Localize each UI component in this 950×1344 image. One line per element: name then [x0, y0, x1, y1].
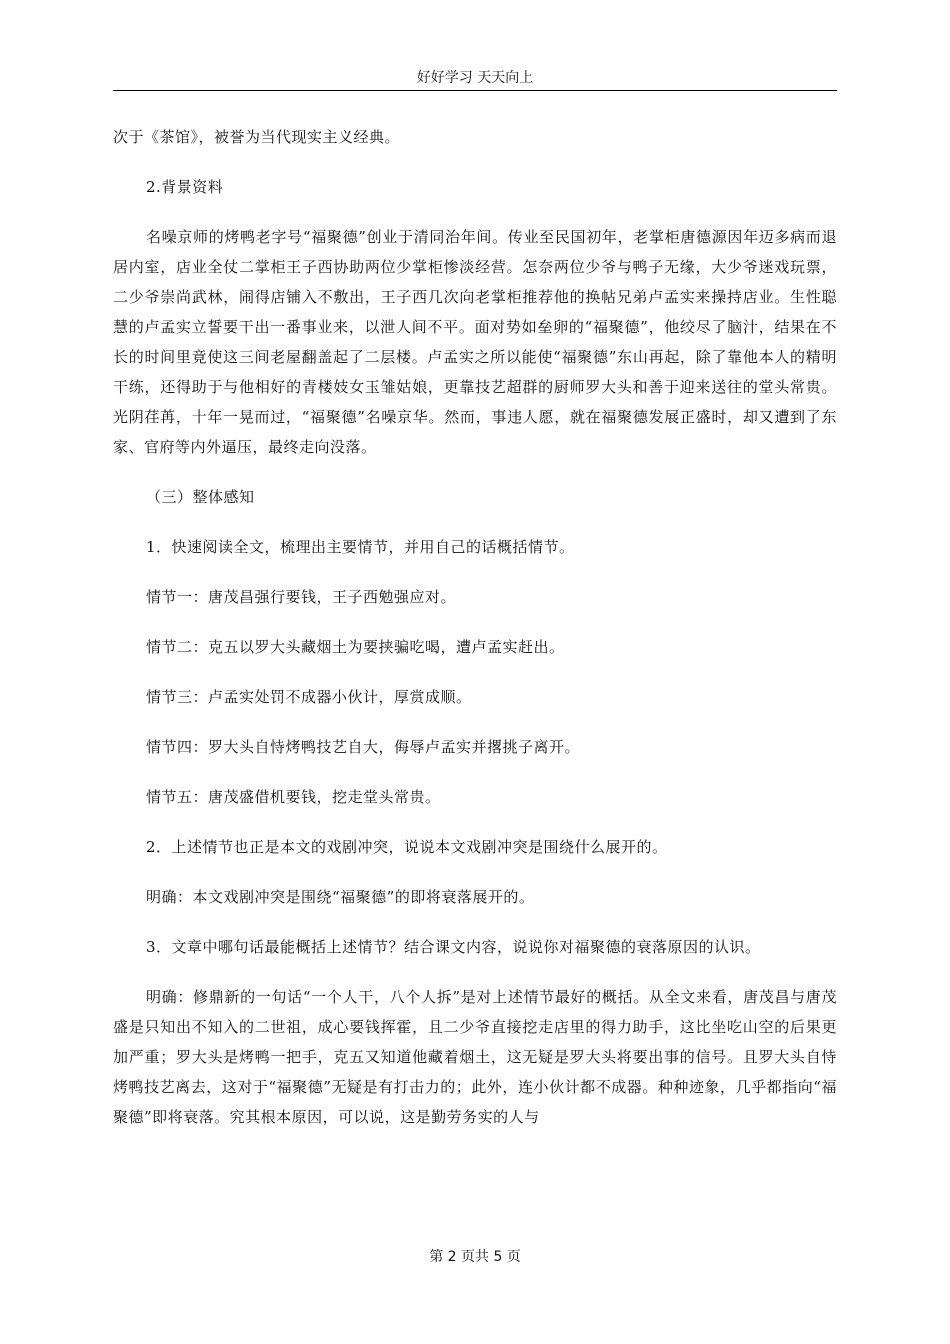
question: 2．上述情节也正是本文的戏剧冲突，说说本文戏剧冲突是围绕什么展开的。	[146, 838, 668, 856]
question: 1．快速阅读全文，梳理出主要情节，并用自己的话概括情节。	[146, 538, 575, 556]
page-footer	[0, 1246, 950, 1266]
page-number: 第 2 页共 5 页	[429, 1249, 521, 1265]
plot-item: 情节四：罗大头自恃烤鸭技艺自大，侮辱卢孟实并撂挑子离开。	[146, 738, 581, 756]
answer: 明确：本文戏剧冲突是围绕“福聚德”的即将衰落展开的。	[146, 888, 535, 906]
document-body	[113, 122, 837, 1152]
answer: 明确：修鼎新的一句话“一个人干，八个人拆”是对上述情节最好的概括。从全文来看，唐茂昌与唐茂盛是只知出不知入的二世祖，成心要钱挥霍，且二少爷直接挖走店里的得力助手，这比坐吃山空的后果更加严重；罗大头是烤鸭一把手，克五又知道他藏着烟土，这无疑是罗大头将要出事的信号。且罗大头自恃烤鸭技艺离去，这对于“福聚德”无疑是有打击力的；此外，连小伙计都不成器。种种迹象，几乎都指向“福聚德”即将衰落。究其根本原因，可以说，这是勤劳务实的人与	[113, 988, 837, 1126]
plot-item: 情节二：克五以罗大头藏烟土为要挟骗吃喝，遭卢孟实赶出。	[146, 638, 565, 656]
question: 3．文章中哪句话最能概括上述情节？结合课文内容，说说你对福聚德的衰落原因的认识。	[146, 938, 761, 956]
paragraph: 名噪京师的烤鸭老字号“福聚德”创业于清同治年间。传业至民国初年，老掌柜唐德源因年迈多病而退居内室，店业全仗二掌柜王子西协助两位少掌柜惨淡经营。怎奈两位少爷与鸭子无缘，大少爷迷戏玩票，二少爷崇尚武林，闹得店铺入不敷出，王子西几次向老掌柜推荐他的换帖兄弟卢孟实来操持店业。生性聪慧的卢孟实立誓要干出一番事业来，以泄人间不平。面对势如垒卵的“福聚德”，他绞尽了脑汁，结果在不长的时间里竟使这三间老屋翻盖起了二层楼。卢孟实之所以能使“福聚德”东山再起，除了靠他本人的精明干练，还得助于与他相好的青楼妓女玉雏姑娘，更靠技艺超群的厨师罗大头和善于迎来送往的堂头常贵。光阴荏苒，十年一晃而过，“福聚德”名噪京华。然而，事违人愿，就在福聚德发展正盛时，却又遭到了东家、官府等内外逼压，最终走向没落。	[113, 228, 837, 456]
plot-item: 情节五：唐茂盛借机要钱，挖走堂头常贵。	[146, 788, 441, 806]
plot-item: 情节一：唐茂昌强行要钱，王子西勉强应对。	[146, 588, 457, 606]
header-text: 好好学习 天天向上	[416, 70, 534, 86]
section-heading: 2.背景资料	[146, 178, 224, 196]
section-heading: （三）整体感知	[146, 488, 255, 506]
paragraph: 次于《茶馆》，被誉为当代现实主义经典。	[113, 128, 401, 146]
page-header	[113, 66, 837, 91]
plot-item: 情节三：卢孟实处罚不成器小伙计，厚赏成顺。	[146, 688, 472, 706]
